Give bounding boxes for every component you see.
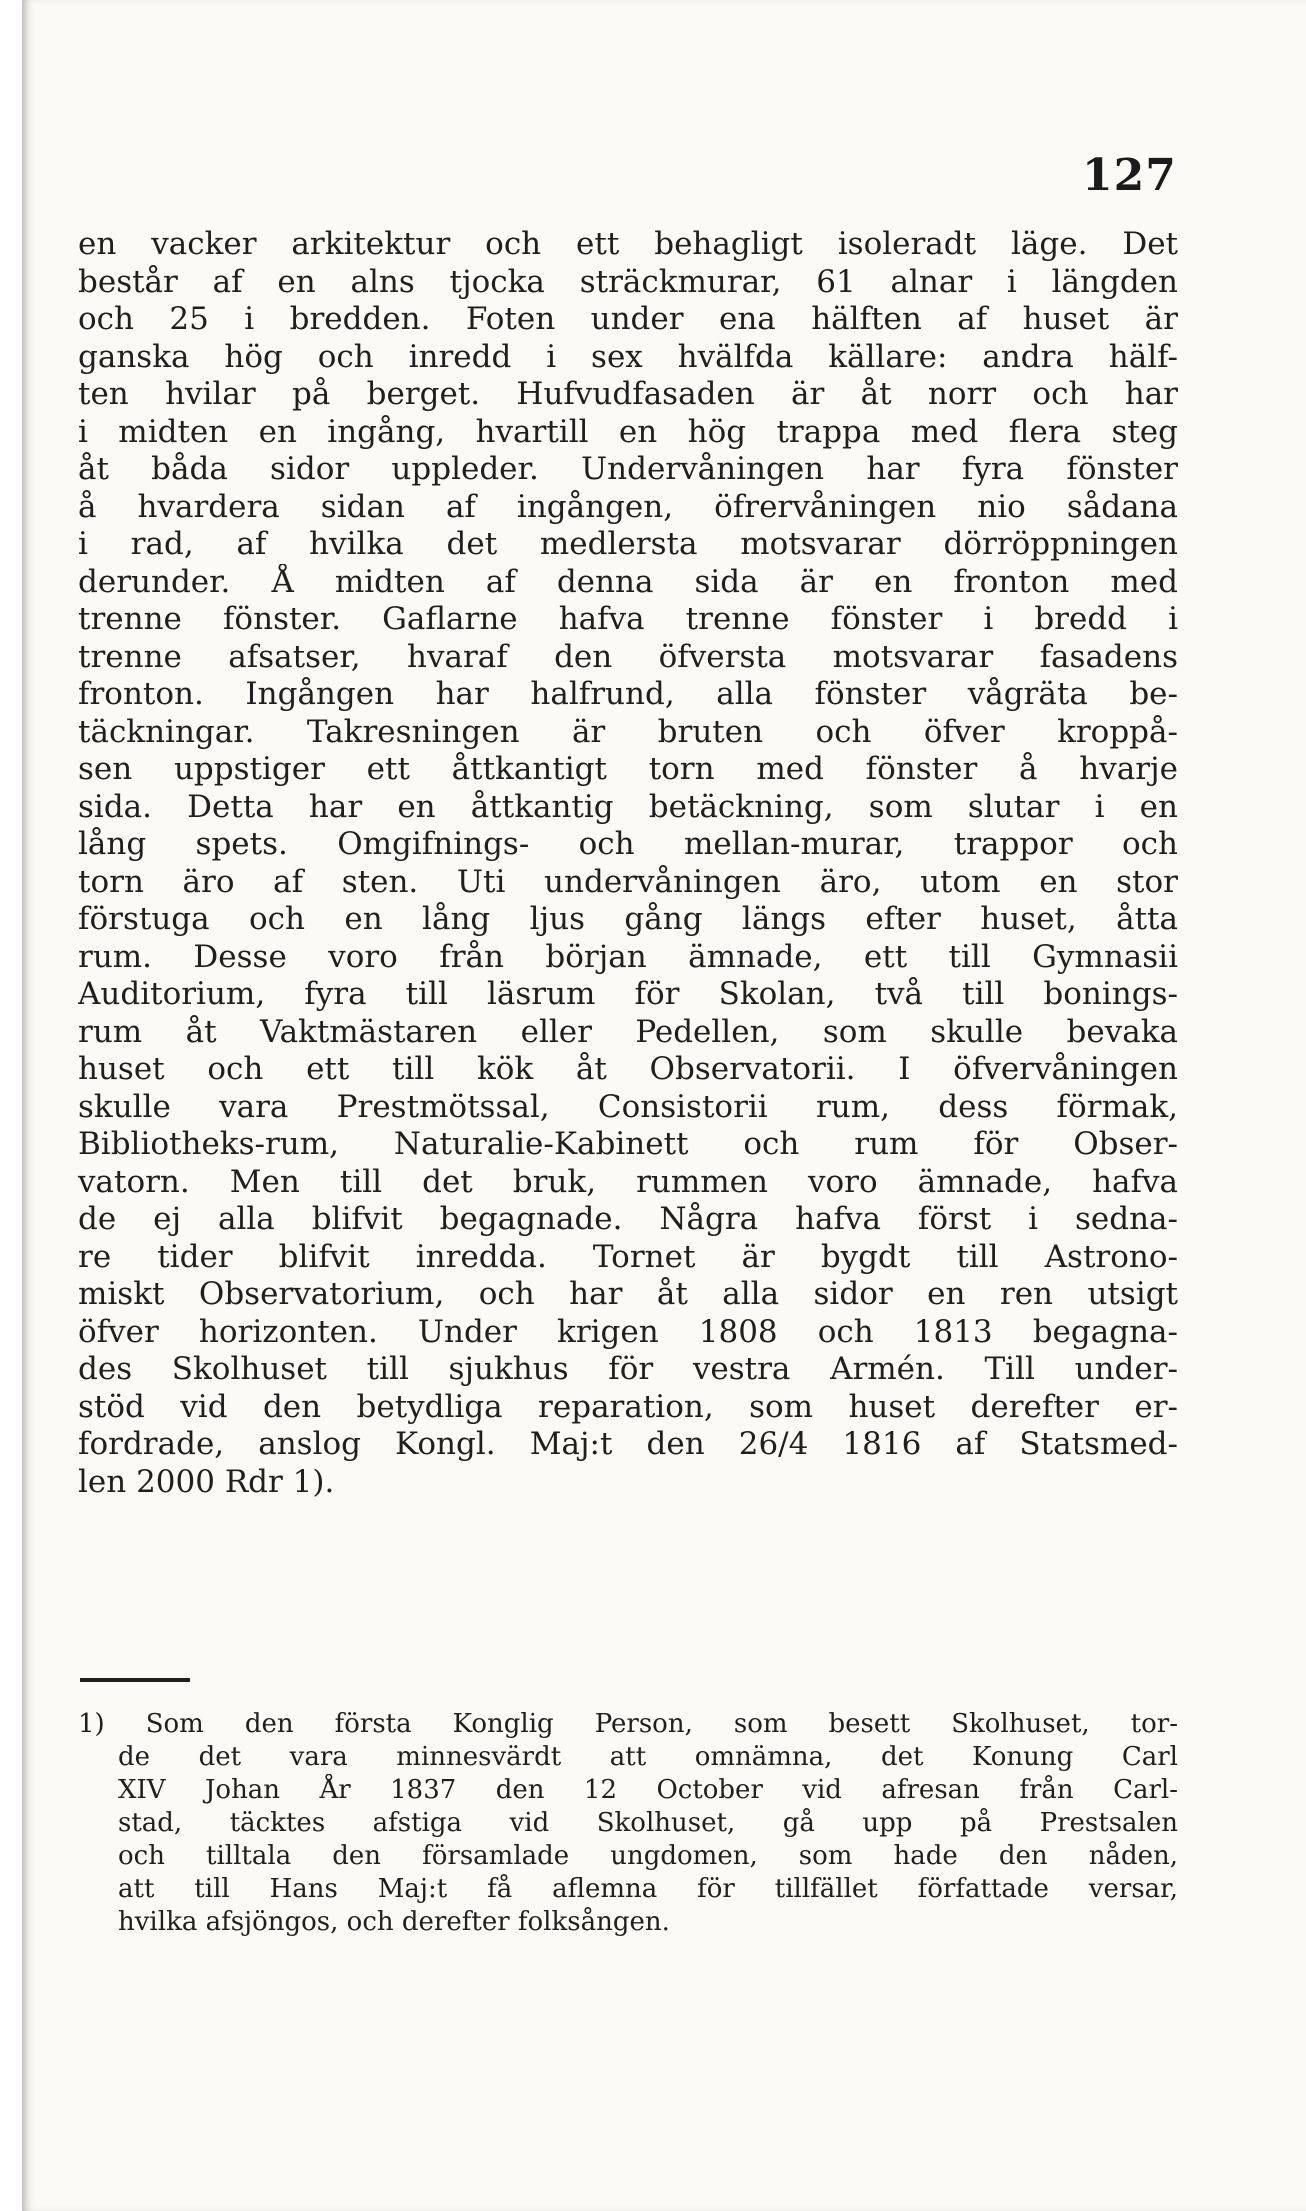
text-line: i midten en ingång, hvartill en hög trappa med flera steg (78, 413, 1178, 450)
footnote-line: och tilltala den församlade ungdomen, som hade den nåden, (118, 1841, 1178, 1871)
footnote-line: att till Hans Maj:t få aflemna för tillfället författade versar, (118, 1874, 1178, 1904)
text-line: å hvardera sidan af ingången, öfrervåningen nio sådana (78, 488, 1178, 525)
text-line: rum. Desse voro från början ämnade, ett till Gymnasii (78, 938, 1178, 975)
text-line: torn äro af sten. Uti undervåningen äro, utom en stor (78, 863, 1178, 900)
text-line: Bibliotheks-rum, Naturalie-Kabinett och rum för Obser- (78, 1126, 1178, 1162)
footnote-line: XIV Johan År 1837 den 12 October vid afresan från Carl- (118, 1775, 1178, 1805)
text-line: trenne afsatser, hvaraf den öfversta motsvarar fasadens (78, 638, 1178, 675)
text-line: des Skolhuset till sjukhus för vestra Armén. Till under- (78, 1351, 1178, 1387)
text-line: re tider blifvit inredda. Tornet är bygdt till Astrono- (78, 1238, 1178, 1275)
text-line: täckningar. Takresningen är bruten och öfver kroppå- (78, 713, 1178, 750)
text-line: trenne fönster. Gaflarne hafva trenne fönster i bredd i (78, 601, 1178, 637)
text-line: de ej alla blifvit begagnade. Några hafva först i sedna- (78, 1201, 1178, 1237)
text-line: sida. Detta har en åttkantig betäckning, som slutar i en (78, 788, 1178, 825)
text-line: Auditorium, fyra till läsrum för Skolan, två till bonings- (78, 976, 1178, 1012)
text-line: vatorn. Men till det bruk, rummen voro ämnade, hafva (78, 1163, 1178, 1200)
text-line: rum åt Vaktmästaren eller Pedellen, som skulle bevaka (78, 1013, 1178, 1050)
text-line: huset och ett till kök åt Observatorii. I öfvervåningen (78, 1051, 1178, 1087)
text-line: lång spets. Omgifnings- och mellan-murar, trappor och (78, 826, 1178, 862)
book-page (22, 0, 1306, 2211)
footnote-line: hvilka afsjöngos, och derefter folksången. (118, 1907, 670, 1937)
text-line: len 2000 Rdr 1). (78, 1463, 335, 1500)
footnote-line: 1) Som den första Konglig Person, som besett Skolhuset, tor- (78, 1709, 1178, 1739)
footnote-line: de det vara minnesvärdt att omnämna, det Konung Carl (118, 1742, 1178, 1772)
footnote-separator-rule (80, 1678, 190, 1682)
text-line: fordrade, anslog Kongl. Maj:t den 26/4 1816 af Statsmed- (78, 1426, 1178, 1462)
text-line: och 25 i bredden. Foten under ena hälften af huset är (78, 301, 1178, 337)
text-line: en vacker arkitektur och ett behagligt isoleradt läge. Det (78, 226, 1178, 262)
body-text (78, 226, 1178, 1501)
text-line: öfver horizonten. Under krigen 1808 och 1813 begagna- (78, 1313, 1178, 1350)
footnote (78, 1708, 1178, 1939)
text-line: består af en alns tjocka sträckmurar, 61 alnar i längden (78, 263, 1178, 300)
text-line: åt båda sidor uppleder. Undervåningen har fyra fönster (78, 451, 1178, 487)
text-line: derunder. Å midten af denna sida är en fronton med (78, 563, 1178, 600)
text-line: fronton. Ingången har halfrund, alla fönster vågräta be- (78, 676, 1178, 712)
footnote-line: stad, täcktes afstiga vid Skolhuset, gå upp på Prestsalen (118, 1808, 1178, 1838)
text-line: ganska hög och inredd i sex hvälfda källare: andra hälf- (78, 338, 1178, 375)
text-line: förstuga och en lång ljus gång längs efter huset, åtta (78, 901, 1178, 937)
text-line: stöd vid den betydliga reparation, som huset derefter er- (78, 1388, 1178, 1425)
text-line: skulle vara Prestmötssal, Consistorii rum, dess förmak, (78, 1088, 1178, 1125)
page-number: 127 (1082, 150, 1177, 201)
text-line: miskt Observatorium, och har åt alla sidor en ren utsigt (78, 1276, 1178, 1312)
text-line: sen uppstiger ett åttkantigt torn med fönster å hvarje (78, 751, 1178, 787)
text-line: ten hvilar på berget. Hufvudfasaden är åt norr och har (78, 376, 1178, 412)
text-line: i rad, af hvilka det medlersta motsvarar dörröppningen (78, 526, 1178, 562)
